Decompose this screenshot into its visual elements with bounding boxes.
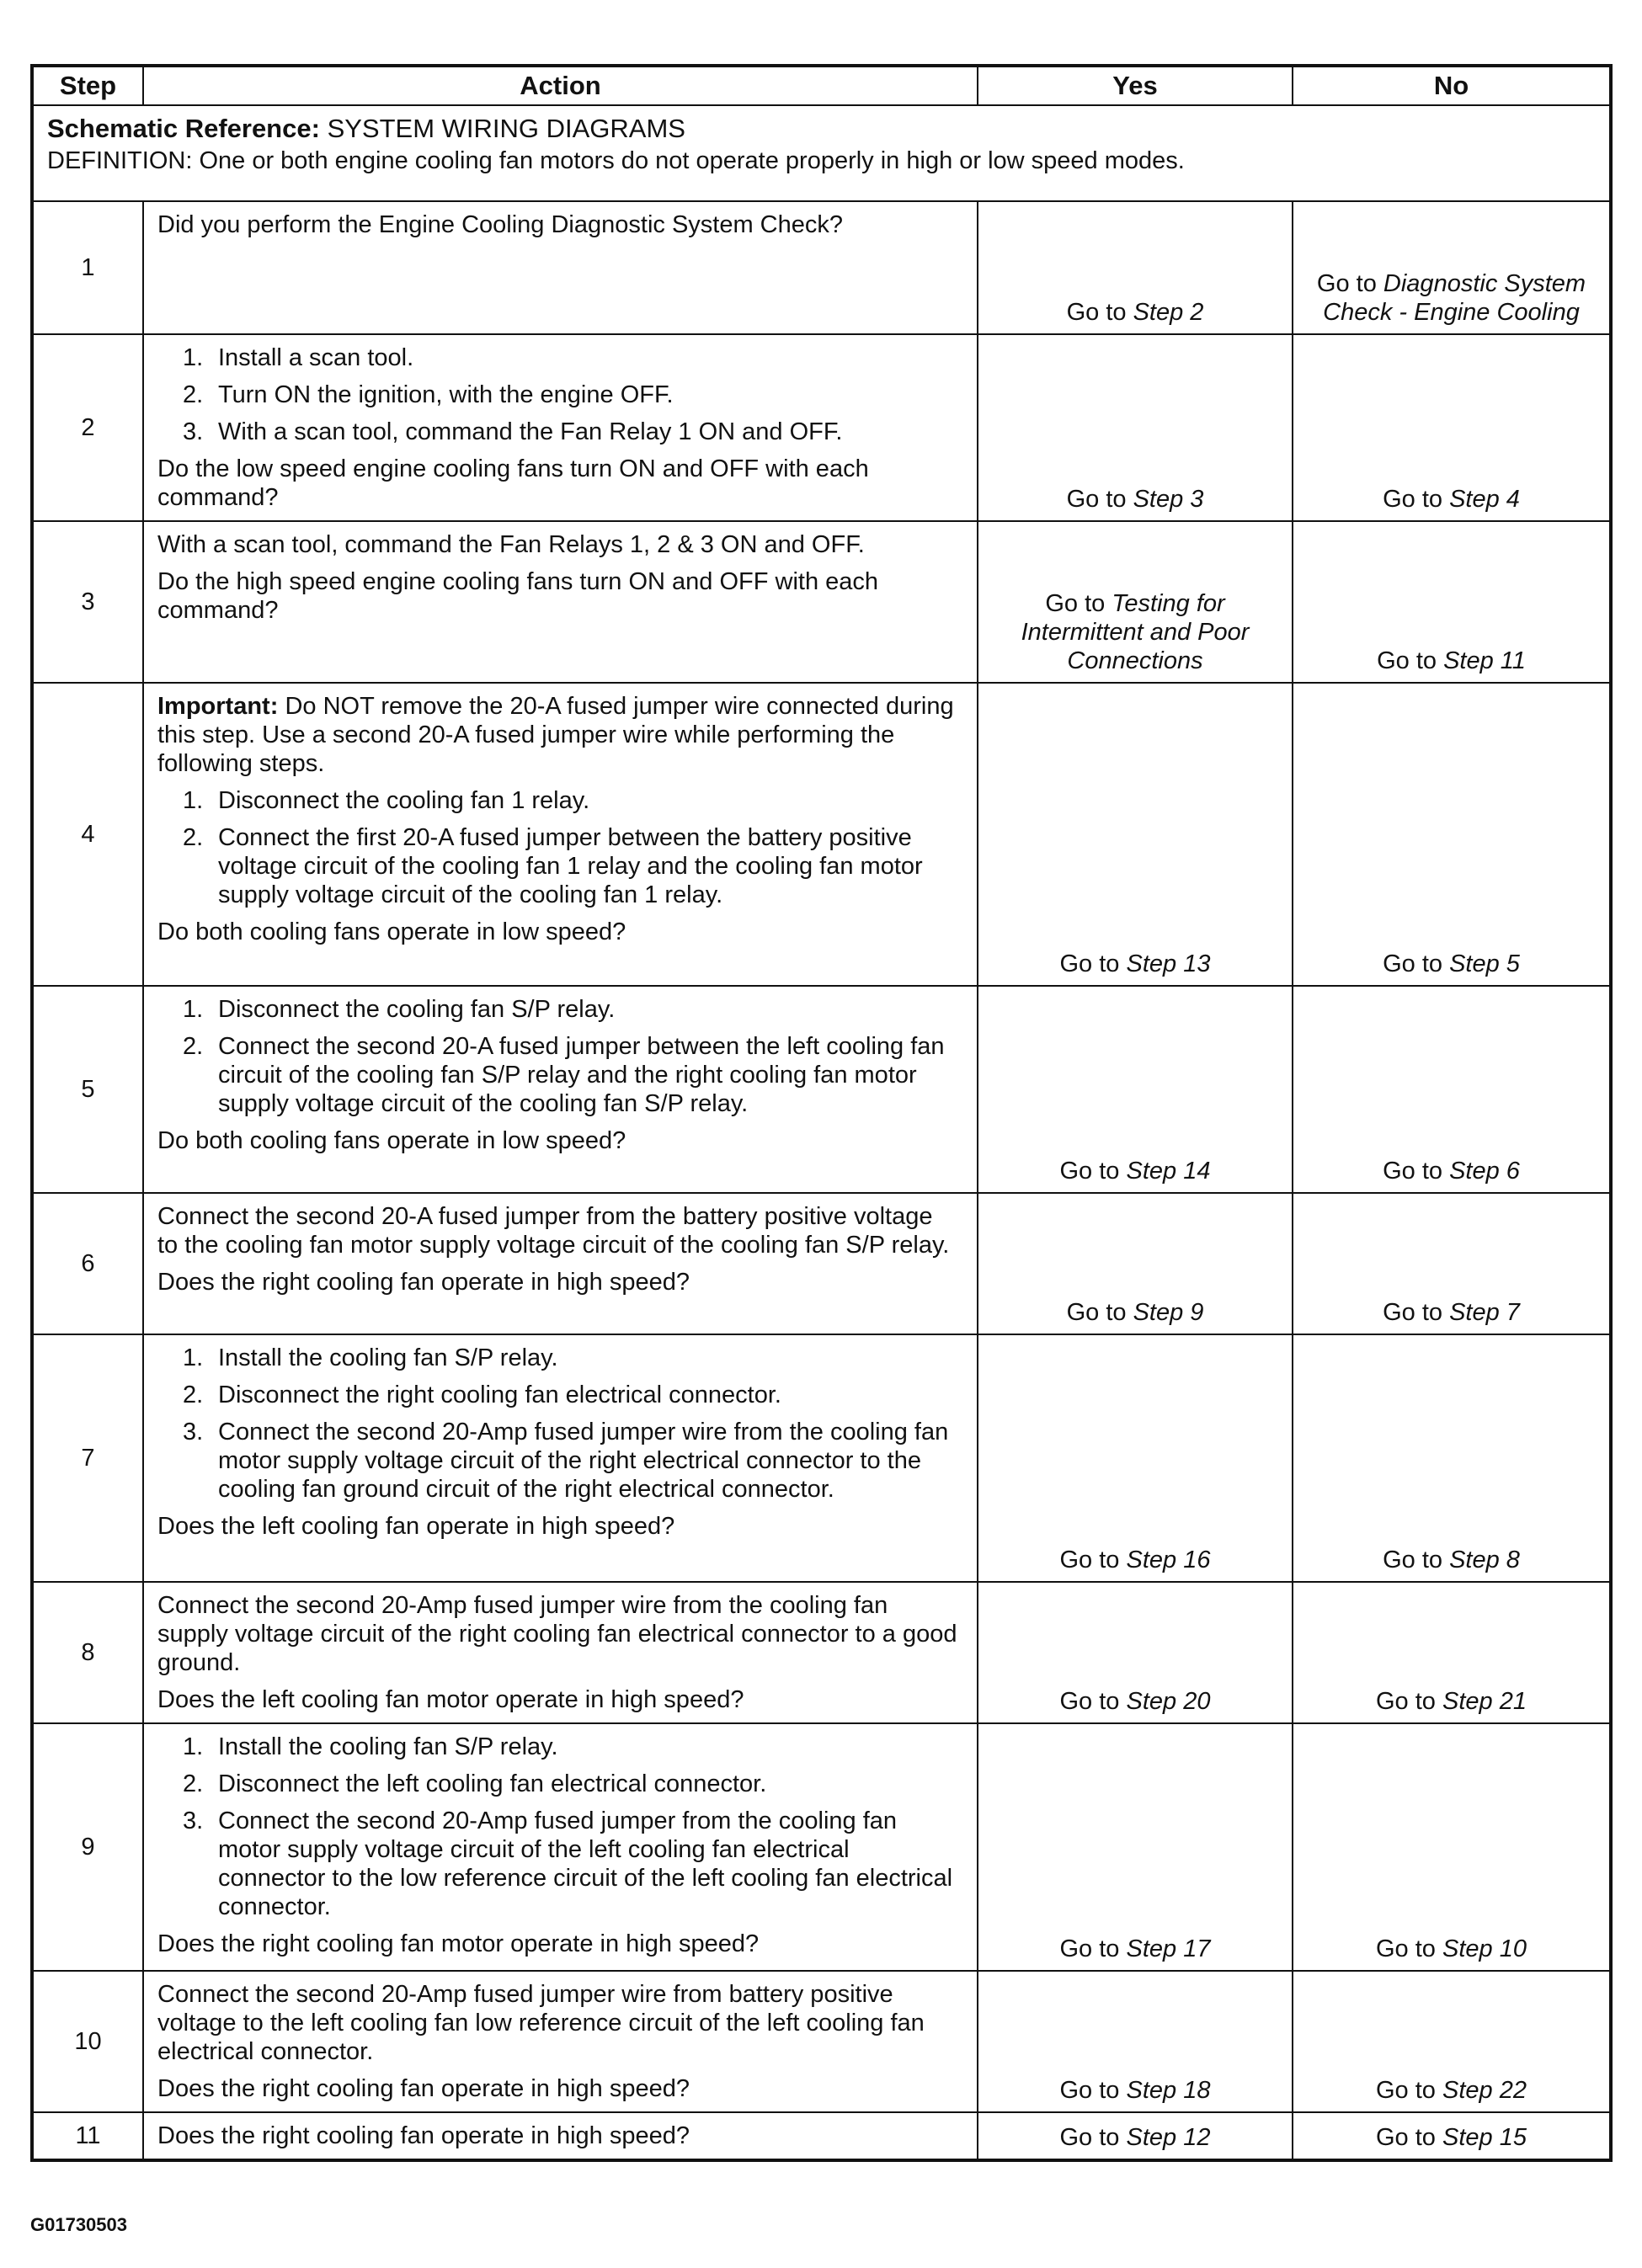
step-rows bbox=[32, 201, 1611, 2160]
action-question: Do the low speed engine cooling fans turn ON and OFF with each command? bbox=[157, 455, 869, 511]
list-item-number: 1. bbox=[183, 996, 204, 1023]
list-item-text: Install a scan tool. bbox=[218, 344, 414, 371]
list-item bbox=[157, 1733, 958, 1761]
step-number: 1 bbox=[32, 201, 143, 334]
header-no: No bbox=[1293, 66, 1611, 105]
yes-result-target: Step 9 bbox=[1133, 1299, 1204, 1326]
list-item-text: Connect the first 20-A fused jumper between the battery positive voltage circuit of the cooling fan 1 relay and the cooling fan motor supply voltage circuit of the cooling fan 1 relay. bbox=[218, 824, 923, 908]
schematic-reference-label: Schematic Reference: bbox=[47, 114, 320, 143]
yes-result bbox=[978, 986, 1293, 1193]
reference-row bbox=[32, 105, 1611, 201]
schematic-reference bbox=[47, 113, 1596, 145]
yes-result-target: Step 2 bbox=[1133, 299, 1204, 326]
schematic-reference-value: SYSTEM WIRING DIAGRAMS bbox=[327, 114, 685, 143]
step-number: 10 bbox=[32, 1971, 143, 2112]
figure-code: G01730503 bbox=[30, 2214, 127, 2235]
list-item-number: 3. bbox=[183, 418, 204, 445]
step-number: 4 bbox=[32, 683, 143, 986]
no-result-target: Step 10 bbox=[1442, 1935, 1527, 1962]
table-row bbox=[32, 334, 1611, 521]
step-number: 2 bbox=[32, 334, 143, 521]
action-cell bbox=[143, 521, 978, 683]
header-step: Step bbox=[32, 66, 143, 105]
no-result-prefix: Go to bbox=[1377, 647, 1437, 674]
list-item-text: Install the cooling fan S/P relay. bbox=[218, 1344, 558, 1371]
yes-result-target: Step 14 bbox=[1126, 1158, 1211, 1185]
yes-result bbox=[978, 1723, 1293, 1971]
action-question: Do both cooling fans operate in low speed? bbox=[157, 1127, 626, 1154]
action-steps-list bbox=[157, 1733, 958, 1921]
list-item-number: 1. bbox=[183, 1733, 204, 1760]
action-question: Does the right cooling fan operate in high speed? bbox=[157, 1269, 690, 1296]
step-number: 6 bbox=[32, 1193, 143, 1334]
important-label: Important: bbox=[157, 693, 279, 720]
action-question: Does the right cooling fan operate in high speed? bbox=[157, 2122, 690, 2149]
action-intro: Connect the second 20-Amp fused jumper wire from the cooling fan supply voltage circuit of the right cooling fan electrical connector to a good ground. bbox=[157, 1592, 957, 1676]
yes-result-target: Step 12 bbox=[1126, 2124, 1211, 2151]
no-result-target: Step 4 bbox=[1449, 486, 1520, 513]
no-result-target: Step 7 bbox=[1449, 1299, 1520, 1326]
table-row bbox=[32, 1193, 1611, 1334]
action-question: Do both cooling fans operate in low speed? bbox=[157, 918, 626, 945]
definition-text: DEFINITION: One or both engine cooling fan motors do not operate properly in high or low speed modes. bbox=[47, 147, 1185, 174]
list-item-text: Install the cooling fan S/P relay. bbox=[218, 1733, 558, 1760]
no-result-prefix: Go to bbox=[1383, 486, 1443, 513]
no-result-target: Diagnostic System Check - Engine Cooling bbox=[1323, 270, 1586, 326]
action-question: Does the right cooling fan motor operate in high speed? bbox=[157, 1930, 760, 1957]
no-result bbox=[1293, 683, 1611, 986]
action-question: Did you perform the Engine Cooling Diagnostic System Check? bbox=[157, 211, 844, 238]
no-result bbox=[1293, 986, 1611, 1193]
yes-result bbox=[978, 521, 1293, 683]
yes-result-target: Step 20 bbox=[1126, 1688, 1211, 1715]
list-item bbox=[157, 381, 958, 409]
yes-result bbox=[978, 1582, 1293, 1723]
yes-result-prefix: Go to bbox=[1059, 1935, 1120, 1962]
header-row bbox=[32, 66, 1611, 105]
no-result bbox=[1293, 1193, 1611, 1334]
list-item-number: 2. bbox=[183, 824, 204, 851]
list-item-text: With a scan tool, command the Fan Relay 1 ON and OFF. bbox=[218, 418, 843, 445]
yes-result-prefix: Go to bbox=[1066, 486, 1127, 513]
yes-result-prefix: Go to bbox=[1059, 1688, 1120, 1715]
no-result-prefix: Go to bbox=[1376, 1688, 1436, 1715]
table-row bbox=[32, 683, 1611, 986]
yes-result-target: Step 13 bbox=[1126, 950, 1211, 977]
action-steps-list bbox=[157, 343, 958, 446]
table-row bbox=[32, 1334, 1611, 1582]
header-yes: Yes bbox=[978, 66, 1293, 105]
list-item-text: Connect the second 20-A fused jumper between the left cooling fan circuit of the cooling fan S/P relay and the right cooling fan motor supply voltage circuit of the cooling fan S/P relay. bbox=[218, 1033, 945, 1117]
header-action: Action bbox=[143, 66, 978, 105]
important-note bbox=[157, 692, 958, 778]
no-result bbox=[1293, 1723, 1611, 1971]
table-row bbox=[32, 1971, 1611, 2112]
list-item-number: 2. bbox=[183, 381, 204, 408]
action-question: Does the left cooling fan motor operate in high speed? bbox=[157, 1686, 744, 1713]
list-item-number: 1. bbox=[183, 787, 204, 814]
yes-result-prefix: Go to bbox=[1059, 1158, 1120, 1185]
yes-result-target: Step 3 bbox=[1133, 486, 1204, 513]
list-item bbox=[157, 1807, 958, 1921]
table-row bbox=[32, 201, 1611, 334]
no-result bbox=[1293, 521, 1611, 683]
yes-result-prefix: Go to bbox=[1066, 299, 1127, 326]
yes-result bbox=[978, 1193, 1293, 1334]
action-steps-list bbox=[157, 1344, 958, 1504]
step-number: 9 bbox=[32, 1723, 143, 1971]
no-result-prefix: Go to bbox=[1376, 1935, 1436, 1962]
action-question: Does the right cooling fan operate in high speed? bbox=[157, 2075, 690, 2102]
action-cell bbox=[143, 2112, 978, 2160]
list-item-text: Connect the second 20-Amp fused jumper wire from the cooling fan motor supply voltage circuit of the right electrical connector to the cooling fan ground circuit of the right electrical connector. bbox=[218, 1419, 949, 1503]
yes-result-prefix: Go to bbox=[1059, 950, 1120, 977]
table-row bbox=[32, 2112, 1611, 2160]
yes-result-target: Step 17 bbox=[1126, 1935, 1211, 1962]
list-item-text: Disconnect the left cooling fan electrical connector. bbox=[218, 1770, 767, 1797]
yes-result-prefix: Go to bbox=[1045, 590, 1106, 617]
no-result-prefix: Go to bbox=[1383, 1158, 1443, 1185]
step-number: 3 bbox=[32, 521, 143, 683]
action-steps-list bbox=[157, 995, 958, 1118]
action-steps-list bbox=[157, 786, 958, 909]
list-item bbox=[157, 1032, 958, 1118]
yes-result bbox=[978, 201, 1293, 334]
yes-result-target: Testing for Intermittent and Poor Connections bbox=[1021, 590, 1250, 674]
action-question: Do the high speed engine cooling fans turn ON and OFF with each command? bbox=[157, 568, 879, 624]
list-item-number: 2. bbox=[183, 1770, 204, 1797]
no-result bbox=[1293, 1971, 1611, 2112]
list-item-number: 1. bbox=[183, 344, 204, 371]
action-cell bbox=[143, 1971, 978, 2112]
no-result bbox=[1293, 201, 1611, 334]
action-question: Does the left cooling fan operate in high speed? bbox=[157, 1513, 675, 1540]
no-result-target: Step 22 bbox=[1442, 2077, 1527, 2104]
list-item-number: 3. bbox=[183, 1419, 204, 1445]
no-result bbox=[1293, 1582, 1611, 1723]
no-result-prefix: Go to bbox=[1376, 2124, 1436, 2151]
yes-result-prefix: Go to bbox=[1059, 2077, 1120, 2104]
list-item-text: Disconnect the cooling fan 1 relay. bbox=[218, 787, 590, 814]
action-intro: Connect the second 20-Amp fused jumper wire from battery positive voltage to the left cooling fan low reference circuit of the left cooling fan electrical connector. bbox=[157, 1981, 925, 2065]
step-number: 8 bbox=[32, 1582, 143, 1723]
no-result-prefix: Go to bbox=[1376, 2077, 1436, 2104]
yes-result-target: Step 18 bbox=[1126, 2077, 1211, 2104]
step-number: 11 bbox=[32, 2112, 143, 2160]
action-cell bbox=[143, 1334, 978, 1582]
action-cell bbox=[143, 1582, 978, 1723]
action-cell bbox=[143, 986, 978, 1193]
yes-result-prefix: Go to bbox=[1059, 1547, 1120, 1573]
list-item-text: Turn ON the ignition, with the engine OFF. bbox=[218, 381, 674, 408]
yes-result-prefix: Go to bbox=[1066, 1299, 1127, 1326]
list-item bbox=[157, 1418, 958, 1504]
no-result-target: Step 21 bbox=[1442, 1688, 1527, 1715]
table-row bbox=[32, 1582, 1611, 1723]
no-result bbox=[1293, 334, 1611, 521]
diagnostic-table bbox=[30, 64, 1613, 2162]
no-result bbox=[1293, 2112, 1611, 2160]
list-item-text: Connect the second 20-Amp fused jumper from the cooling fan motor supply voltage circuit of the left cooling fan electrical connector to the low reference circuit of the left cooling fan electrical connector. bbox=[218, 1807, 953, 1920]
no-result-prefix: Go to bbox=[1383, 1299, 1443, 1326]
step-number: 5 bbox=[32, 986, 143, 1193]
table-row bbox=[32, 521, 1611, 683]
list-item-number: 2. bbox=[183, 1382, 204, 1408]
step-number: 7 bbox=[32, 1334, 143, 1582]
no-result-target: Step 15 bbox=[1442, 2124, 1527, 2151]
list-item bbox=[157, 343, 958, 372]
action-intro: With a scan tool, command the Fan Relays 1, 2 & 3 ON and OFF. bbox=[157, 531, 865, 558]
list-item bbox=[157, 823, 958, 909]
list-item bbox=[157, 1344, 958, 1372]
action-cell bbox=[143, 1723, 978, 1971]
no-result-prefix: Go to bbox=[1383, 950, 1443, 977]
table-row bbox=[32, 1723, 1611, 1971]
action-cell bbox=[143, 683, 978, 986]
yes-result bbox=[978, 334, 1293, 521]
yes-result bbox=[978, 683, 1293, 986]
list-item bbox=[157, 786, 958, 815]
no-result bbox=[1293, 1334, 1611, 1582]
list-item bbox=[157, 1770, 958, 1798]
no-result-prefix: Go to bbox=[1383, 1547, 1443, 1573]
important-text: Do NOT remove the 20-A fused jumper wire connected during this step. Use a second 20-A fused jumper wire while performing the following steps. bbox=[157, 693, 954, 777]
no-result-target: Step 8 bbox=[1449, 1547, 1520, 1573]
list-item-number: 2. bbox=[183, 1033, 204, 1060]
no-result-target: Step 11 bbox=[1443, 647, 1526, 674]
yes-result-prefix: Go to bbox=[1059, 2124, 1120, 2151]
action-cell bbox=[143, 201, 978, 334]
no-result-prefix: Go to bbox=[1316, 270, 1377, 297]
action-cell bbox=[143, 334, 978, 521]
action-cell bbox=[143, 1193, 978, 1334]
list-item bbox=[157, 418, 958, 446]
list-item-number: 1. bbox=[183, 1344, 204, 1371]
list-item-number: 3. bbox=[183, 1807, 204, 1834]
yes-result-target: Step 16 bbox=[1126, 1547, 1211, 1573]
yes-result bbox=[978, 1971, 1293, 2112]
table-row bbox=[32, 986, 1611, 1193]
list-item bbox=[157, 1381, 958, 1409]
yes-result bbox=[978, 2112, 1293, 2160]
list-item-text: Disconnect the right cooling fan electrical connector. bbox=[218, 1382, 781, 1408]
list-item bbox=[157, 995, 958, 1024]
action-intro: Connect the second 20-A fused jumper from the battery positive voltage to the cooling fan motor supply voltage circuit of the cooling fan S/P relay. bbox=[157, 1203, 950, 1259]
list-item-text: Disconnect the cooling fan S/P relay. bbox=[218, 996, 616, 1023]
no-result-target: Step 6 bbox=[1449, 1158, 1520, 1185]
yes-result bbox=[978, 1334, 1293, 1582]
reference-cell bbox=[32, 105, 1611, 201]
no-result-target: Step 5 bbox=[1449, 950, 1520, 977]
